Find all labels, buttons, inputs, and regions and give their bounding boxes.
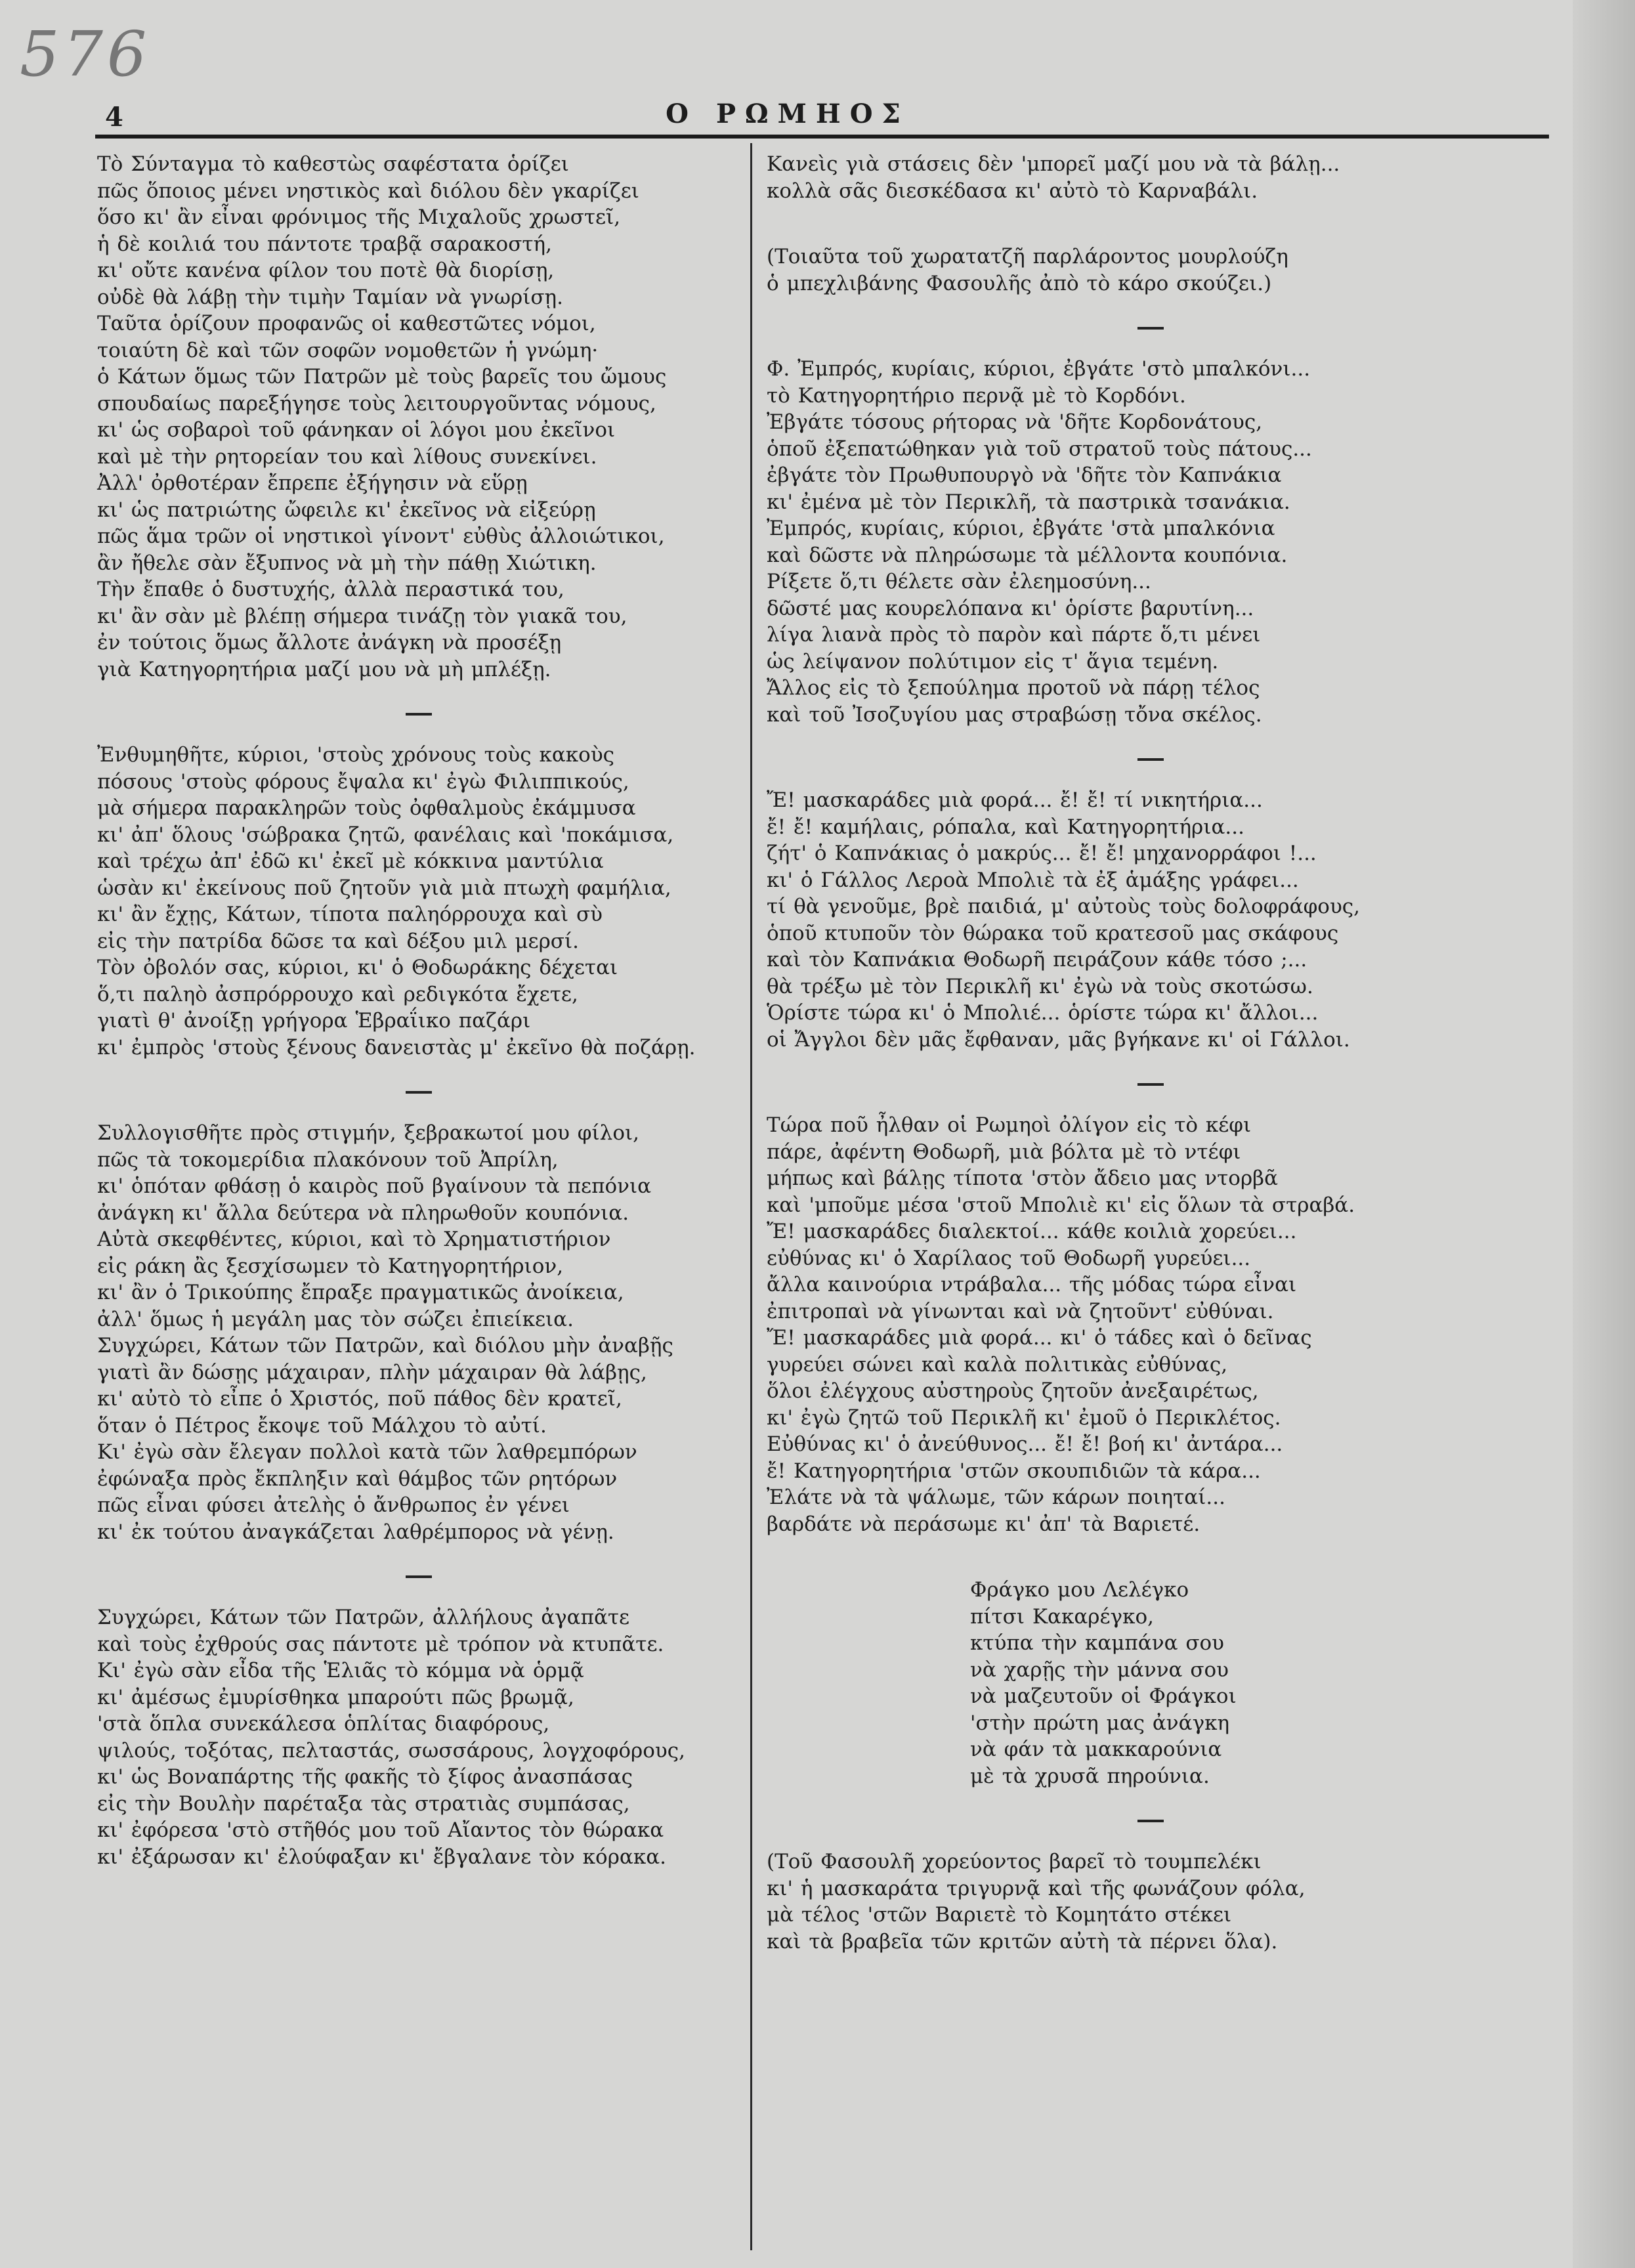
verse-line: Εὐθύνας κι' ὁ ἀνεύθυνος... ἔ! ἔ! βοή κι' ἀντάρα... <box>767 1432 1283 1456</box>
verse-line: Ἐνθυμηθῆτε, κύριοι, 'στοὺς χρόνους τοὺς κακοὺς <box>97 743 615 767</box>
verse-line: πῶς τὰ τοκομερίδια πλακόνουν τοῦ Ἀπρίλη, <box>97 1147 559 1172</box>
section-separator <box>767 1053 1502 1112</box>
verse-line: κι' ἐμένα μὲ τὸν Περικλῆ, τὰ παστρικὰ τσανάκια. <box>767 490 1290 514</box>
verse-line: (Τοιαῦτα τοῦ χωρατατζῆ παρλάροντος μουρλούζη <box>767 245 1288 268</box>
verse-line: γιατὶ ἂν δώσῃς μάχαιραν, πλὴν μάχαιραν θὰ λάβῃς, <box>97 1360 647 1384</box>
verse-line: Συλλογισθῆτε πρὸς στιγμήν, ξεβρακωτοί μου φίλοι, <box>97 1121 639 1145</box>
verse-line: Τὸν ὀβολόν σας, κύριοι, κι' ὁ Θοδωράκης δέχεται <box>97 956 618 979</box>
verse-line: εἰς τὴν πατρίδα δῶσε τα καὶ δέξου μιλ μερσί. <box>97 929 579 953</box>
verse-line: γυρεύει σώνει καὶ καλὰ πολιτικὰς εὐθύνας, <box>767 1352 1228 1377</box>
verse-line: εἰς ράκη ἂς ξεσχίσωμεν τὸ Κατηγορητήριον, <box>97 1254 564 1278</box>
verse-line: ἐπιτροπαὶ νὰ γίνωνται καὶ νὰ ζητοῦντ' εὐθύναι. <box>767 1299 1274 1323</box>
tora-stanza <box>767 1112 1502 1537</box>
verse-line: Ἄλλος εἰς τὸ ξεπούλημα προτοῦ νὰ πάρῃ τέλος <box>767 676 1260 700</box>
verse-line: Κι' ἐγὼ σὰν εἶδα τῆς Ἑλιᾶς τὸ κόμμα νὰ ὁρμᾷ <box>97 1659 584 1682</box>
opening-couplet <box>767 151 1502 204</box>
verse-line: Κανεὶς γιὰ στάσεις δὲν 'μπορεῖ μαζί μου νὰ τὰ βάλῃ... <box>767 152 1340 176</box>
verse-line: ὅ,τι παληὸ ἀσπρόρρουχο καὶ ρεδιγκότα ἔχετε, <box>97 982 578 1006</box>
verse-line: κι' ὡς πατριώτης ὤφειλε κι' ἐκεῖνος νὰ εἰξεύρῃ <box>97 498 596 522</box>
verse-line: ἡ δὲ κοιλιά του πάντοτε τραβᾷ σαρακοστή, <box>97 232 552 256</box>
verse-line: κι' ὡς σοβαροὶ τοῦ φάνηκαν οἱ λόγοι μου ἐκεῖνοι <box>97 418 616 442</box>
verse-line: μὲ τὰ χρυσᾶ πηρούνια. <box>970 1764 1210 1788</box>
verse-line: μὰ σήμερα παρακληρῶν τοὺς ὀφθαλμοὺς ἐκάμμυσα <box>97 796 636 820</box>
verse-line: κι' ἐγὼ ζητῶ τοῦ Περικλῆ κι' ἐμοῦ ὁ Περικλέτος. <box>767 1405 1281 1430</box>
verse-line: καὶ τοῦ Ἰσοζυγίου μας στραβώσῃ τὄνα σκέλος. <box>767 702 1262 727</box>
verse-line: καὶ τὰ βραβεῖα τῶν κριτῶν αὐτὴ τὰ πέρνει ὅλα). <box>767 1929 1278 1954</box>
verse-line: ὅλοι ἐλέγχους αὐστηροὺς ζητοῦν ἀνεξαιρέτως, <box>767 1379 1259 1403</box>
right-column <box>767 151 1502 1955</box>
section-separator <box>767 297 1502 356</box>
verse-line: οὐδὲ θὰ λάβῃ τὴν τιμὴν Ταμίαν νὰ γνωρίσῃ. <box>97 285 563 309</box>
left-stanza-1 <box>97 151 737 683</box>
verse-line: εὐθύνας κι' ὁ Χαρίλαος τοῦ Θοδωρῆ γυρεύει... <box>767 1246 1251 1270</box>
verse-line: κτύπα τὴν καμπάνα σου <box>970 1631 1225 1655</box>
section-separator <box>97 1061 737 1120</box>
verse-line: κι' ἀπ' ὅλους 'σώβρακα ζητῶ, φανέλαις καὶ 'ποκάμισα, <box>97 823 674 847</box>
verse-line: Ὁρίστε τώρα κι' ὁ Μπολιέ... ὁρίστε τώρα κι' ἄλλοι... <box>767 1001 1319 1025</box>
verse-line: (Τοῦ Φασουλῆ χορεύοντος βαρεῖ τὸ τουμπελέκι <box>767 1850 1262 1873</box>
verse-line: καὶ τοὺς ἐχθρούς σας πάντοτε μὲ τρόπον νὰ κτυπᾶτε. <box>97 1632 664 1656</box>
verse-line: πῶς εἶναι φύσει ἀτελὴς ὁ ἄνθρωπος ἐν γένει <box>97 1493 570 1517</box>
verse-line: κι' οὔτε κανένα φίλον του ποτὲ θὰ διορίσῃ, <box>97 259 555 282</box>
left-stanza-4 <box>97 1604 737 1870</box>
verse-line: κι' αὐτὸ τὸ εἶπε ὁ Χριστός, ποῦ πάθος δὲν κρατεῖ, <box>97 1387 622 1411</box>
spacer <box>767 1537 1502 1577</box>
frangko-song <box>767 1577 1502 1789</box>
verse-line: πίτσι Κακαρέγκο, <box>970 1604 1154 1629</box>
verse-line: ἀλλ' ὅμως ἡ μεγάλη μας τὸν σώζει ἐπιείκεια. <box>97 1307 574 1331</box>
verse-line: ἀνάγκη κι' ἄλλα δεύτερα νὰ πληρωθοῦν κουπόνια. <box>97 1201 629 1225</box>
verse-line: κι' ἡ μασκαράτα τριγυρνᾷ καὶ τῆς φωνάζουν φόλα, <box>767 1876 1306 1900</box>
verse-line: ὡσὰν κι' ἐκείνους ποῦ ζητοῦν γιὰ μιὰ πτωχὴ φαμήλια, <box>97 876 671 900</box>
verse-line: Ἐλάτε νὰ τὰ ψάλωμε, τῶν κάρων ποιηταί... <box>767 1486 1225 1509</box>
verse-line: δῶστέ μας κουρελόπανα κι' ὁρίστε βαρυτίνη... <box>767 596 1254 620</box>
verse-line: κι' ὡς Βοναπάρτης τῆς φακῆς τὸ ξίφος ἀνασπάσας <box>97 1765 633 1789</box>
column-divider <box>750 143 752 2250</box>
verse-line: ψιλούς, τοξότας, πελταστάς, σωσσάρους, λογχοφόρους, <box>97 1738 685 1763</box>
verse-line: μήπως καὶ βάλῃς τίποτα 'στὸν ἄδειο μας ντορβᾶ <box>767 1166 1279 1190</box>
header-rule <box>95 135 1549 139</box>
verse-line: Ταῦτα ὁρίζουν προφανῶς οἱ καθεστῶτες νόμοι, <box>97 312 596 335</box>
verse-line: ἔ! Κατηγορητήρια 'στῶν σκουπιδιῶν τὰ κάρα... <box>767 1459 1261 1483</box>
verse-line: κι' ἐκ τούτου ἀναγκάζεται λαθρέμπορος νὰ γένῃ. <box>97 1520 614 1544</box>
verse-line: κι' ἐξάρωσαν κι' ἐλούφαξαν κι' ἔβγαλανε τὸν κόρακα. <box>97 1845 667 1869</box>
masthead-title: Ο ΡΩΜΗΟΣ <box>666 98 910 129</box>
verse-line: νὰ χαρῇς τὴν μάννα σου <box>970 1658 1229 1682</box>
maskarades-stanza <box>767 787 1502 1053</box>
verse-line: Αὐτὰ σκεφθέντες, κύριοι, καὶ τὸ Χρηματιστήριον <box>97 1228 611 1251</box>
verse-line: κι' ἂν ἔχῃς, Κάτων, τίποτα παληόρρουχα καὶ σὺ <box>97 903 603 926</box>
verse-line: κι' ὁπόταν φθάσῃ ὁ καιρὸς ποῦ βγαίνουν τὰ πεπόνια <box>97 1174 652 1198</box>
verse-line: ὡς λείψανον πολύτιμον εἰς τ' ἅγια τεμένη. <box>767 649 1219 674</box>
verse-line: καὶ τὸν Καπνάκια Θοδωρῆ πειράζουν κάθε τόσο ;... <box>767 948 1307 972</box>
verse-line: Συγχώρει, Κάτων τῶν Πατρῶν, ἀλλήλους ἀγαπᾶτε <box>97 1606 630 1629</box>
verse-line: κι' ἂν ὁ Τρικούπης ἔπραξε πραγματικῶς ἀνοίκεια, <box>97 1281 624 1304</box>
section-separator <box>767 728 1502 787</box>
verse-line: Τὸ Σύνταγμα τὸ καθεστὼς σαφέστατα ὁρίζει <box>97 152 569 176</box>
verse-line: ὅσο κι' ἂν εἶναι φρόνιμος τῆς Μιχαλοῦς χρωστεῖ, <box>97 205 621 229</box>
verse-line: τί θὰ γενοῦμε, βρὲ παιδιά, μ' αὐτοὺς τοὺς δολοφράφους, <box>767 895 1361 918</box>
verse-line: Συγχώρει, Κάτων τῶν Πατρῶν, καὶ διόλου μὴν ἀναβῇς <box>97 1334 673 1358</box>
verse-line: Ἔ! μασκαράδες διαλεκτοί... κάθε κοιλιὰ χορεύει... <box>767 1220 1297 1243</box>
verse-line: κι' ἀμέσως ἐμυρίσθηκα μπαρούτι πῶς βρωμᾷ, <box>97 1685 574 1709</box>
verse-line: Τώρα ποῦ ἦλθαν οἱ Ρωμηοὶ ὀλίγον εἰς τὸ κέφι <box>767 1113 1252 1137</box>
verse-line: κι' ἂν σὰν μὲ βλέπῃ σήμερα τινάζῃ τὸν γιακᾶ του, <box>97 604 627 628</box>
verse-line: νὰ φάν τὰ μακκαρούνια <box>970 1738 1222 1761</box>
verse-line: βαρδάτε νὰ περάσωμε κι' ἀπ' τὰ Βαριετέ. <box>767 1512 1200 1536</box>
verse-line: ὁ Κάτων ὅμως τῶν Πατρῶν μὲ τοὺς βαρεῖς του ὤμους <box>97 365 667 389</box>
verse-line: οἱ Ἄγγλοι δὲν μᾶς ἔφθαναν, μᾶς βγήκανε κι' οἱ Γάλλοι. <box>767 1027 1350 1052</box>
verse-line: πῶς ὅποιος μένει νηστικὸς καὶ διόλου δὲν γκαρίζει <box>97 179 639 203</box>
verse-line: Ἔ! μασκαράδες μιὰ φορά... κι' ὁ τάδες καὶ ὁ δεῖνας <box>767 1326 1312 1350</box>
section-separator <box>97 683 737 742</box>
verse-line: ὁ μπεχλιβάνης Φασουλῆς ἀπὸ τὸ κάρο σκούζει.) <box>767 271 1272 295</box>
verse-line: Κι' ἐγὼ σὰν ἔλεγαν πολλοὶ κατὰ τῶν λαθρεμπόρων <box>97 1440 637 1464</box>
verse-line: Ἐβγάτε τόσους ρήτορας νὰ 'δῆτε Κορδονάτους, <box>767 410 1263 434</box>
spacer <box>767 204 1502 244</box>
verse-line: Φράγκο μου Λελέγκο <box>970 1578 1189 1602</box>
scan-page-edge <box>1573 0 1635 2268</box>
verse-line: ἐβγάτε τὸν Πρωθυπουργὸ νὰ 'δῆτε τὸν Καπνάκια <box>767 463 1282 487</box>
verse-line: ἂν ἤθελε σὰν ἔξυπνος νὰ μὴ τὴν πάθῃ Χιώτικη. <box>97 551 597 575</box>
verse-line: ἄλλα καινούρια ντράβαλα... τῆς μόδας τώρα εἶναι <box>767 1273 1297 1296</box>
verse-line: κι' ὁ Γάλλος Λεροὰ Μπολιὲ τὰ ἐξ ἁμάξης γράφει... <box>767 868 1299 892</box>
left-stanza-3 <box>97 1120 737 1545</box>
verse-line: Ἔ! μασκαράδες μιὰ φορά... ἔ! ἔ! τί νικητήρια... <box>767 788 1263 812</box>
verse-line: ὅταν ὁ Πέτρος ἔκοψε τοῦ Μάλχου τὸ αὐτί. <box>97 1413 547 1438</box>
verse-line: καὶ 'μποῦμε μέσα 'στοῦ Μπολιὲ κι' εἰς ὅλων τὰ στραβά. <box>767 1193 1355 1217</box>
verse-line: καὶ μὲ τὴν ρητορείαν του καὶ λίθους συνεκίνει. <box>97 444 597 469</box>
verse-line: μὰ τέλος 'στῶν Βαριετὲ τὸ Κομητάτο στέκει <box>767 1903 1232 1927</box>
left-stanza-2 <box>97 742 737 1061</box>
verse-line: ὁποῦ ἐξεπατώθηκαν γιὰ τοῦ στρατοῦ τοὺς πάτους... <box>767 437 1312 461</box>
verse-line: Φ. Ἐμπρός, κυρίαις, κύριοι, ἐβγάτε 'στὸ μπαλκόνι... <box>767 357 1311 381</box>
verse-line: Ρίξετε ὅ,τι θέλετε σὰν ἐλεημοσύνη... <box>767 570 1151 593</box>
stage-note-2 <box>767 1849 1502 1955</box>
verse-line: ἐν τούτοις ὅμως ἄλλοτε ἀνάγκη νὰ προσέξῃ <box>97 631 562 654</box>
section-separator <box>767 1789 1502 1849</box>
verse-line: Ἐμπρός, κυρίαις, κύριοι, ἐβγάτε 'στὰ μπαλκόνια <box>767 517 1275 540</box>
verse-line: πάρε, ἀφέντη Θοδωρῆ, μιὰ βόλτα μὲ τὸ ντέφι <box>767 1140 1241 1164</box>
verse-line: γιατὶ θ' ἀνοίξῃ γρήγορα Ἑβραΐικο παζάρι <box>97 1009 531 1033</box>
verse-line: ὁποῦ κτυποῦν τὸν θώρακα τοῦ κρατεσοῦ μας σκάφους <box>767 921 1339 945</box>
fasoulis-speech <box>767 356 1502 728</box>
verse-line: κολλὰ σᾶς διεσκέδασα κι' αὐτὸ τὸ Καρναβάλι. <box>767 179 1258 203</box>
verse-line: λίγα λιανὰ πρὸς τὸ παρὸν καὶ πάρτε ὅ,τι μένει <box>767 623 1261 647</box>
verse-line: πῶς ἅμα τρῶν οἱ νηστικοὶ γίνοντ' εὐθὺς ἀλλοιώτικοι, <box>97 524 665 548</box>
page-number: 4 <box>105 102 123 133</box>
verse-line: τοιαύτη δὲ καὶ τῶν σοφῶν νομοθετῶν ἡ γνώμη· <box>97 338 599 362</box>
verse-line: κι' ἐφόρεσα 'στὸ στῆθός μου τοῦ Αἴαντος τὸν θώρακα <box>97 1818 664 1842</box>
verse-line: πόσους 'στοὺς φόρους ἔψαλα κι' ἐγὼ Φιλιππικούς, <box>97 769 629 794</box>
verse-line: καὶ δῶστε νὰ πληρώσωμε τὰ μέλλοντα κουπόνια. <box>767 543 1288 567</box>
verse-line: εἰς τὴν Βουλὴν παρέταξα τὰς στρατιὰς συμπάσας, <box>97 1791 630 1816</box>
verse-line: νὰ μαζευτοῦν οἱ Φράγκοι <box>970 1684 1237 1708</box>
left-column <box>97 151 737 1870</box>
verse-line: 'στὰ ὅπλα συνεκάλεσα ὁπλίτας διαφόρους, <box>97 1712 550 1736</box>
stage-note-1 <box>767 244 1502 297</box>
verse-line: ἔ! ἔ! καμήλαις, ρόπαλα, καὶ Κατηγορητήρια... <box>767 815 1244 839</box>
verse-line: Ἀλλ' ὀρθοτέραν ἔπρεπε ἐξήγησιν νὰ εὕρῃ <box>97 471 528 495</box>
section-separator <box>97 1545 737 1604</box>
verse-line: θὰ τρέξω μὲ τὸν Περικλῆ κι' ἐγὼ νὰ τοὺς σκοτώσω. <box>767 974 1313 998</box>
verse-line: γιὰ Κατηγορητήρια μαζί μου νὰ μὴ μπλέξῃ. <box>97 657 551 681</box>
verse-line: καὶ τρέχω ἀπ' ἐδῶ κι' ἐκεῖ μὲ κόκκινα μαντύλια <box>97 849 604 873</box>
verse-line: ζήτ' ὁ Καπνάκιας ὁ μακρύς... ἔ! ἔ! μηχανορράφοι !... <box>767 842 1317 865</box>
handwritten-page-note: 576 <box>20 18 151 91</box>
verse-line: 'στὴν πρώτη μας ἀνάγκη <box>970 1711 1230 1735</box>
verse-line: τὸ Κατηγορητήριο περνᾷ μὲ τὸ Κορδόνι. <box>767 383 1186 408</box>
verse-line: κι' ἐμπρὸς 'στοὺς ξένους δανειστὰς μ' ἐκεῖνο θὰ ποζάρῃ. <box>97 1035 696 1059</box>
verse-line: σπουδαίως παρεξήγησε τοὺς λειτουργοῦντας νόμους, <box>97 391 656 416</box>
verse-line: Τὴν ἔπαθε ὁ δυστυχής, ἀλλὰ περαστικά του, <box>97 578 564 601</box>
verse-line: ἐφώναξα πρὸς ἔκπληξιν καὶ θάμβος τῶν ρητόρων <box>97 1466 618 1491</box>
